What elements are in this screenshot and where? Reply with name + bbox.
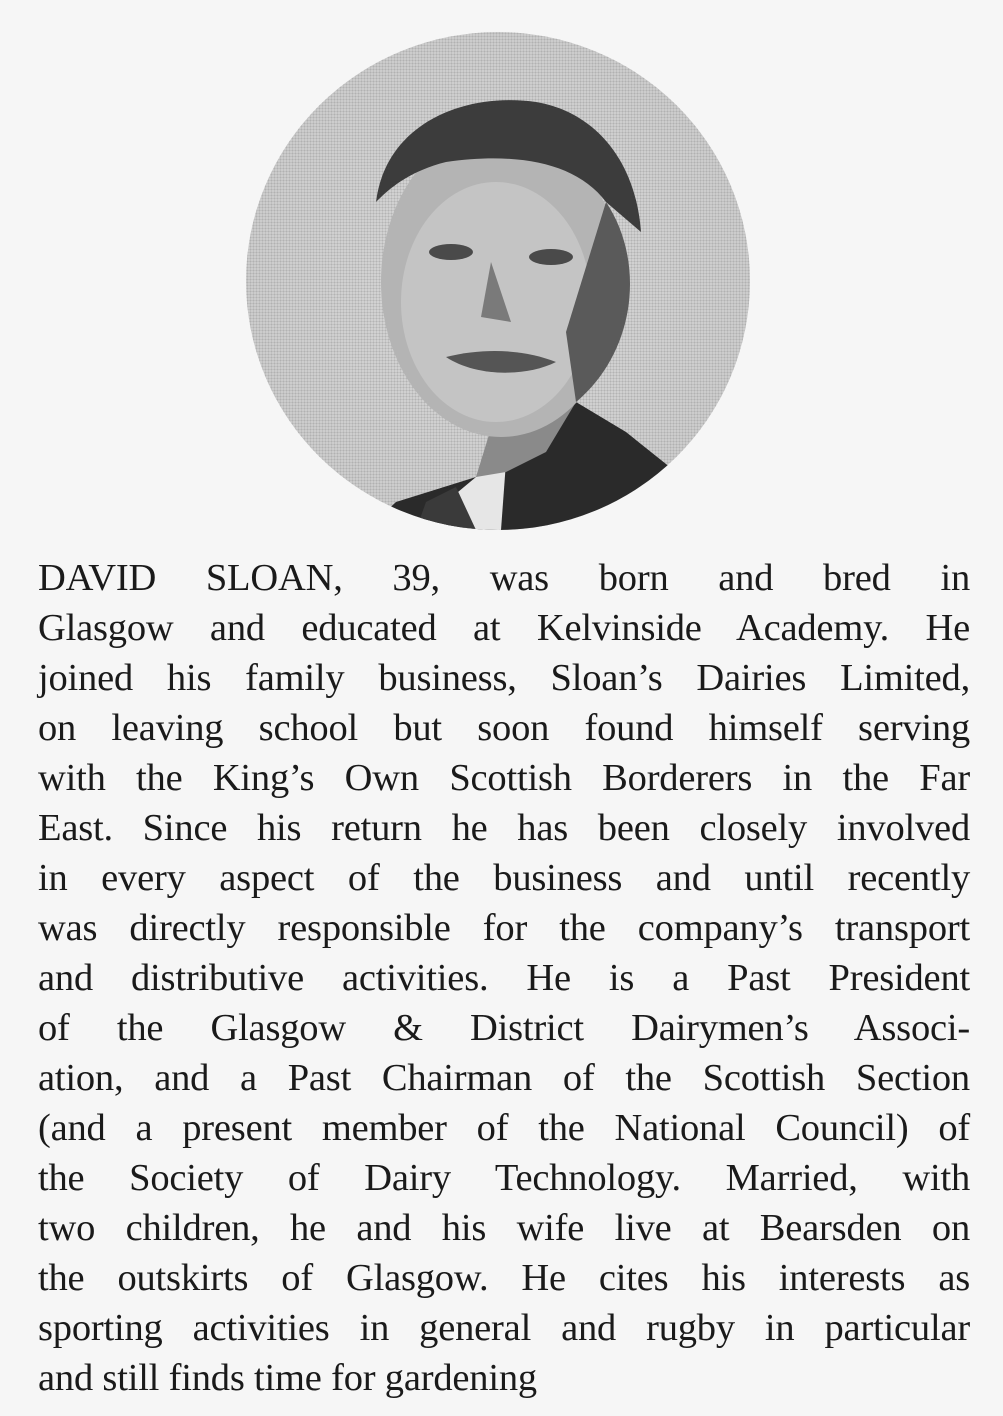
bio-line: in every aspect of the business and until recently [38,857,970,899]
bio-line: sporting activities in general and rugby in particular [38,1307,970,1349]
bio-line: Glasgow and educated at Kelvinside Academy. He [38,607,970,649]
bio-line: on leaving school but soon found himself serving [38,707,970,749]
bio-line: (and a present member of the National Council) of [38,1107,970,1149]
bio-line: DAVID SLOAN, 39, was born and bred in [38,557,970,599]
bio-line: joined his family business, Sloan’s Dairies Limited, [38,657,970,699]
bio-line: East. Since his return he has been closely involved [38,807,970,849]
bio-line: and still finds time for gardening [38,1357,537,1399]
portrait-photo [246,32,750,530]
portrait-figure [246,32,750,530]
bio-line: two children, he and his wife live at Bearsden on [38,1207,970,1249]
bio-line: ation, and a Past Chairman of the Scottish Section [38,1057,970,1099]
bio-line: was directly responsible for the company’s transport [38,907,970,949]
biography-text [38,553,970,1403]
bio-line: of the Glasgow & District Dairymen’s Associ- [38,1007,970,1049]
bio-line: the Society of Dairy Technology. Married, with [38,1157,970,1199]
bio-line: with the King’s Own Scottish Borderers in the Far [38,757,970,799]
bio-line: the outskirts of Glasgow. He cites his interests as [38,1257,970,1299]
bio-line: and distributive activities. He is a Past President [38,957,970,999]
